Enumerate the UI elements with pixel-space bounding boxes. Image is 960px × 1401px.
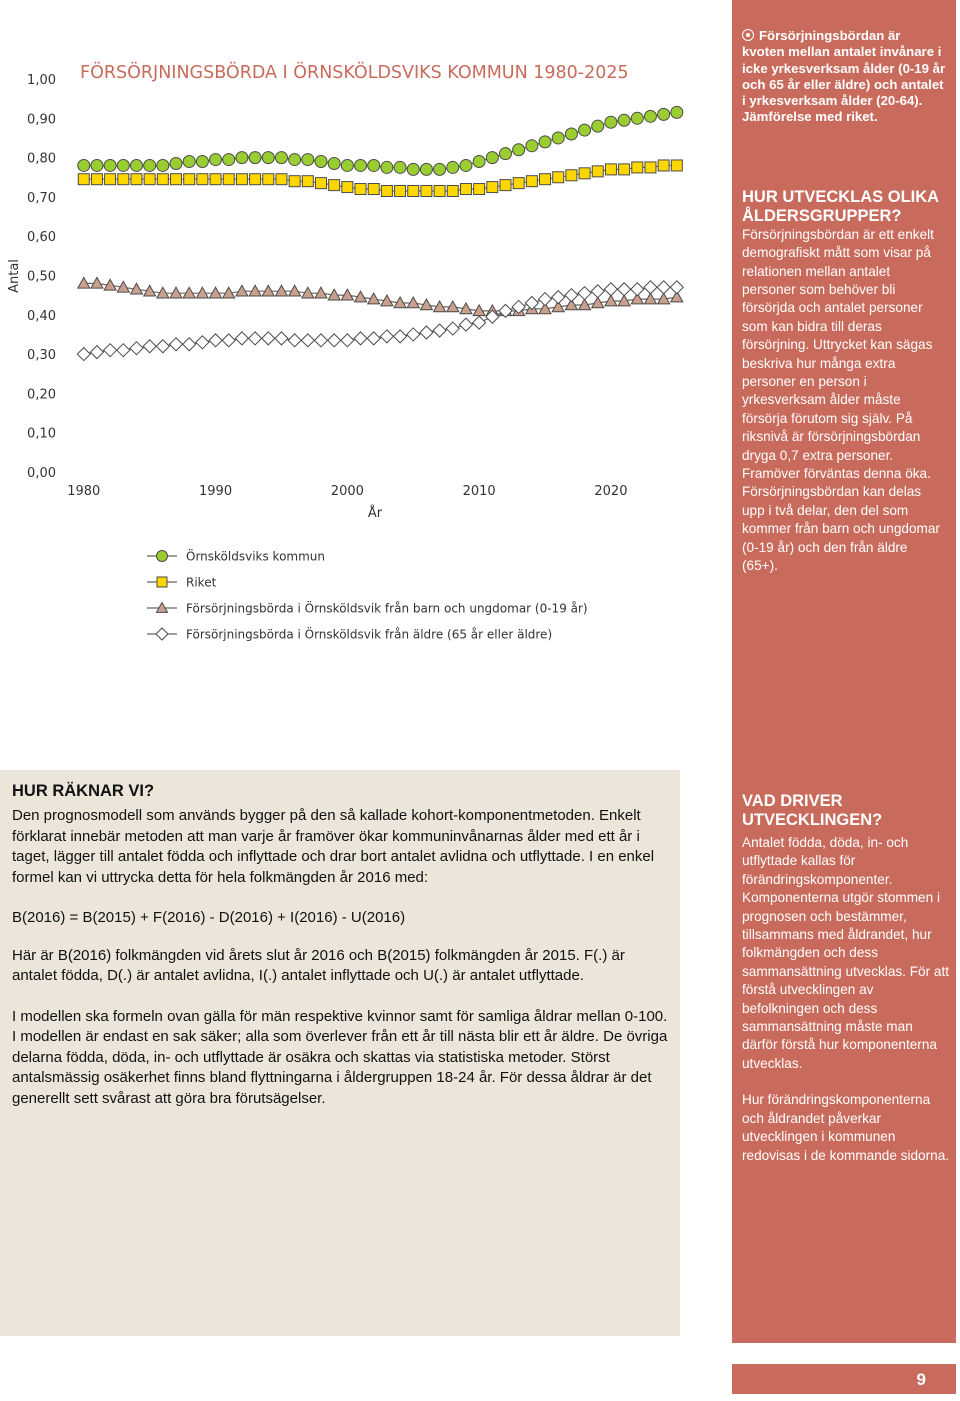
data-point — [210, 154, 222, 166]
data-point — [143, 340, 156, 353]
data-point — [420, 163, 432, 175]
data-point — [302, 176, 313, 187]
data-point — [235, 332, 248, 345]
chart-axes — [7, 61, 629, 521]
data-point — [328, 334, 341, 347]
data-point — [183, 156, 195, 168]
legend-marker — [156, 628, 168, 640]
data-point — [604, 283, 617, 296]
data-point — [367, 332, 380, 345]
data-point — [210, 174, 221, 185]
data-point — [539, 293, 552, 306]
data-point — [658, 108, 670, 120]
data-point — [552, 291, 565, 304]
data-point — [644, 293, 656, 304]
method-heading: HUR RÄKNAR VI? — [12, 782, 155, 800]
data-point — [196, 287, 208, 298]
data-point — [644, 110, 656, 122]
drive-paragraph-1: Antalet födda, döda, in- och utflyttade kallas för förändringskomponenter. Komponenterna utgör stommen i prognosen och bestämmer, tillsammans med åldrandet, hur folkmängden och dess sammansättning utvecklas. För att förstå utvecklingen av befolkningen och dess sammansättning måste man därför förstå hur komponenterna utvecklas. — [742, 835, 950, 1071]
y-tick-label: 0,60 — [27, 230, 56, 246]
data-point — [222, 334, 235, 347]
data-point — [289, 154, 301, 166]
data-point — [157, 174, 168, 185]
data-point — [223, 154, 235, 166]
drive-heading: VAD DRIVER UTVECKLINGEN? — [742, 792, 883, 829]
data-point — [446, 322, 459, 335]
data-point — [355, 184, 366, 195]
data-point — [525, 297, 538, 310]
data-point — [118, 174, 129, 185]
y-tick-label: 0,20 — [27, 387, 56, 403]
data-point — [381, 161, 393, 173]
data-point — [328, 157, 340, 169]
data-point — [605, 164, 616, 175]
data-point — [117, 344, 130, 357]
data-point — [631, 283, 644, 296]
y-tick-label: 0,70 — [27, 190, 56, 206]
data-point — [78, 159, 90, 171]
y-tick-label: 1,00 — [27, 73, 56, 88]
data-point — [579, 124, 591, 136]
data-point — [170, 157, 182, 169]
legend-label: Försörjningsbörda i Örnsköldsvik från barn och ungdomar (0-19 år) — [186, 601, 588, 616]
data-point — [513, 178, 524, 189]
data-point — [144, 174, 155, 185]
data-point — [578, 287, 591, 300]
method-paragraph-2: Här är B(2016) folkmängden vid årets slut år 2016 och B(2015) folkmängden år 2015. F(.) är antalet födda, D(.) är antalet avlidna, I(.) antalet inflyttade och U(.) är antalet utflyttade. — [12, 946, 625, 984]
data-point — [671, 106, 683, 118]
data-point — [341, 334, 354, 347]
data-point — [262, 332, 275, 345]
series-triangle — [78, 277, 683, 315]
legend-marker — [157, 577, 167, 587]
data-point — [671, 160, 682, 171]
data-point — [288, 334, 301, 347]
data-point — [90, 346, 103, 359]
data-point — [619, 164, 630, 175]
data-point — [460, 184, 471, 195]
method-paragraph-3: I modellen ska formeln ovan gälla för män respektive kvinnor samt för samliga åldrar mellan 0-100. I modellen är endast en sak säker; alla som överlever från ett år till nästa blir ett år äldre. De övriga delarna födda, döda, in- och utflyttade är osäkra och skattas via statistiska metoder. Störst antalsmässig osäkerhet finns bland flyttningarna i åldergruppen 18-24 år. För dessa åldrar är det generellt sett svårast att göra bra förutsägelser. — [12, 1007, 668, 1107]
data-point — [631, 112, 643, 124]
data-point — [447, 186, 458, 197]
y-tick-label: 0,90 — [27, 112, 56, 128]
data-point — [565, 128, 577, 140]
data-point — [592, 166, 603, 177]
y-tick-label: 0,40 — [27, 308, 56, 324]
data-point — [459, 318, 472, 331]
data-point — [91, 159, 103, 171]
data-point — [183, 287, 195, 298]
data-point — [156, 340, 169, 353]
data-point — [394, 161, 406, 173]
data-point — [368, 159, 380, 171]
data-point — [250, 174, 261, 185]
data-point — [433, 324, 446, 337]
sidebar-text: Försörjningsbördan är ett enkelt demografiskt mått som visar på relationen mellan antalet personer som behöver bli försörjda och antalet personer som kan bidra till deras försörjning. Uttrycket kan sägas beskriva hur många extra personer en person i yrkesverksam ålder måste försörja förutom sig själv. På riksnivå är försörjningsbördan dryga 0,7 extra personer. Framöver förväntas denna öka. Försörjningsbördan kan delas upp i två delar, den del som kommer från barn och ungdomar (0-19 år) och den från äldre (65+). — [742, 226, 940, 574]
x-tick-label: 1990 — [199, 484, 233, 499]
data-point — [263, 174, 274, 185]
data-point — [315, 178, 326, 189]
data-point — [499, 148, 511, 160]
data-point — [91, 277, 103, 288]
data-point — [236, 174, 247, 185]
chart-legend — [147, 548, 588, 642]
data-point — [618, 283, 631, 296]
data-point — [421, 186, 432, 197]
data-point — [170, 338, 183, 351]
data-point — [144, 159, 156, 171]
data-point — [314, 334, 327, 347]
data-point — [302, 154, 314, 166]
data-point — [658, 160, 669, 171]
data-point — [380, 330, 393, 343]
data-point — [249, 332, 262, 345]
data-point — [117, 159, 129, 171]
data-point — [341, 159, 353, 171]
legend-label: Riket — [186, 575, 217, 590]
legend-marker — [157, 551, 168, 562]
y-tick-label: 0,00 — [27, 466, 56, 481]
data-point — [566, 170, 577, 181]
data-point — [565, 289, 578, 302]
data-point — [131, 174, 142, 185]
data-point — [540, 174, 551, 185]
data-point — [130, 342, 143, 355]
data-point — [315, 287, 327, 298]
y-tick-label: 0,30 — [27, 348, 56, 364]
data-point — [157, 159, 169, 171]
data-point — [354, 332, 367, 345]
data-point — [632, 162, 643, 173]
data-point — [342, 182, 353, 193]
data-point — [618, 114, 630, 126]
burden-chart — [0, 0, 700, 660]
sidebar-heading: HUR UTVECKLAS OLIKA ÅLDERSGRUPPER? — [742, 187, 939, 225]
data-point — [474, 184, 485, 195]
data-point — [381, 186, 392, 197]
y-tick-label: 0,10 — [27, 426, 56, 442]
data-point — [78, 174, 89, 185]
x-tick-label: 2010 — [462, 484, 496, 499]
data-point — [329, 180, 340, 191]
data-point — [407, 163, 419, 175]
data-point — [197, 174, 208, 185]
data-point — [645, 162, 656, 173]
chart-title: FÖRSÖRJNINGSBÖRDA I ÖRNSKÖLDSVIKS KOMMUN 1980-2025 — [80, 63, 629, 83]
data-point — [209, 334, 222, 347]
drive-paragraph-2: Hur förändringskomponenterna och åldrandet påverkar utvecklingen i kommunen redovisas i de kommande sidorna. — [742, 1092, 950, 1163]
y-tick-label: 0,80 — [27, 151, 56, 167]
data-point — [196, 156, 208, 168]
data-point — [196, 336, 209, 349]
data-point — [105, 174, 116, 185]
x-tick-label: 2000 — [330, 484, 364, 499]
legend-label: Örnsköldsviks kommun — [186, 549, 325, 564]
drive-section — [742, 792, 952, 1165]
data-point — [183, 338, 196, 351]
page-number-box — [732, 1364, 956, 1394]
method-formula: B(2016) = B(2015) + F(2016) - D(2016) + I(2016) - U(2016) — [12, 909, 406, 926]
data-point — [420, 326, 433, 339]
data-point — [210, 287, 222, 298]
data-point — [170, 287, 182, 298]
data-point — [315, 156, 327, 168]
data-point — [130, 159, 142, 171]
data-point — [289, 176, 300, 187]
chart-series — [77, 106, 683, 360]
data-point — [447, 161, 459, 173]
data-point — [104, 344, 117, 357]
info-box — [742, 0, 946, 126]
data-point — [644, 281, 657, 294]
y-axis-label: Antal — [7, 259, 22, 293]
data-point — [526, 176, 537, 187]
data-point — [223, 174, 234, 185]
data-point — [407, 328, 420, 341]
data-point — [395, 186, 406, 197]
data-point — [275, 332, 288, 345]
data-point — [473, 316, 486, 329]
data-point — [104, 159, 116, 171]
data-point — [434, 186, 445, 197]
data-point — [500, 180, 511, 191]
legend-label: Försörjningsbörda i Örnsköldsvik från äldre (65 år eller äldre) — [186, 627, 553, 642]
method-section — [0, 770, 680, 1336]
data-point — [78, 277, 90, 288]
method-paragraph-1: Den prognosmodell som används bygger på den så kallade kohort-komponentmetoden. Enkelt förklarat innebär metoden att man varje år framöver ökar kommuninvånarnas ålder med ett år i taget, lägger till antalet födda och inflyttade och drar bort antalet avlidna och utflyttade. I en enkel formel kan vi uttrycka detta för hela folkmängden år 2016 med: — [12, 807, 655, 886]
data-point — [394, 330, 407, 343]
data-point — [262, 152, 274, 164]
data-point — [276, 174, 287, 185]
data-point — [552, 132, 564, 144]
x-tick-label: 2020 — [594, 484, 628, 499]
data-point — [487, 182, 498, 193]
data-point — [670, 281, 683, 294]
data-point — [605, 116, 617, 128]
y-tick-label: 0,50 — [27, 269, 56, 285]
page-number: 9 — [916, 1370, 926, 1389]
data-point — [275, 152, 287, 164]
series-circle — [78, 106, 683, 175]
data-point — [592, 120, 604, 132]
data-point — [513, 144, 525, 156]
data-point — [486, 152, 498, 164]
data-point — [473, 156, 485, 168]
data-point — [526, 140, 538, 152]
data-point — [553, 172, 564, 183]
data-point — [171, 174, 182, 185]
data-point — [91, 174, 102, 185]
data-point — [579, 168, 590, 179]
data-point — [657, 281, 670, 294]
data-point — [249, 152, 261, 164]
data-point — [368, 184, 379, 195]
data-point — [236, 152, 248, 164]
data-point — [301, 334, 314, 347]
data-point — [591, 285, 604, 298]
data-point — [539, 136, 551, 148]
target-icon — [742, 29, 754, 41]
data-point — [77, 348, 90, 361]
info-text: Försörjningsbördan är kvoten mellan antalet invånare i icke yrkesverksam ålder (0-19 år och 65 år eller äldre) och antalet i yrkesverksam ålder (20-64). Jämförelse med riket. — [742, 28, 946, 125]
x-tick-label: 1980 — [67, 484, 101, 499]
data-point — [408, 186, 419, 197]
x-axis-label: År — [367, 506, 383, 521]
data-point — [460, 159, 472, 171]
data-point — [434, 163, 446, 175]
data-point — [355, 159, 367, 171]
data-point — [184, 174, 195, 185]
